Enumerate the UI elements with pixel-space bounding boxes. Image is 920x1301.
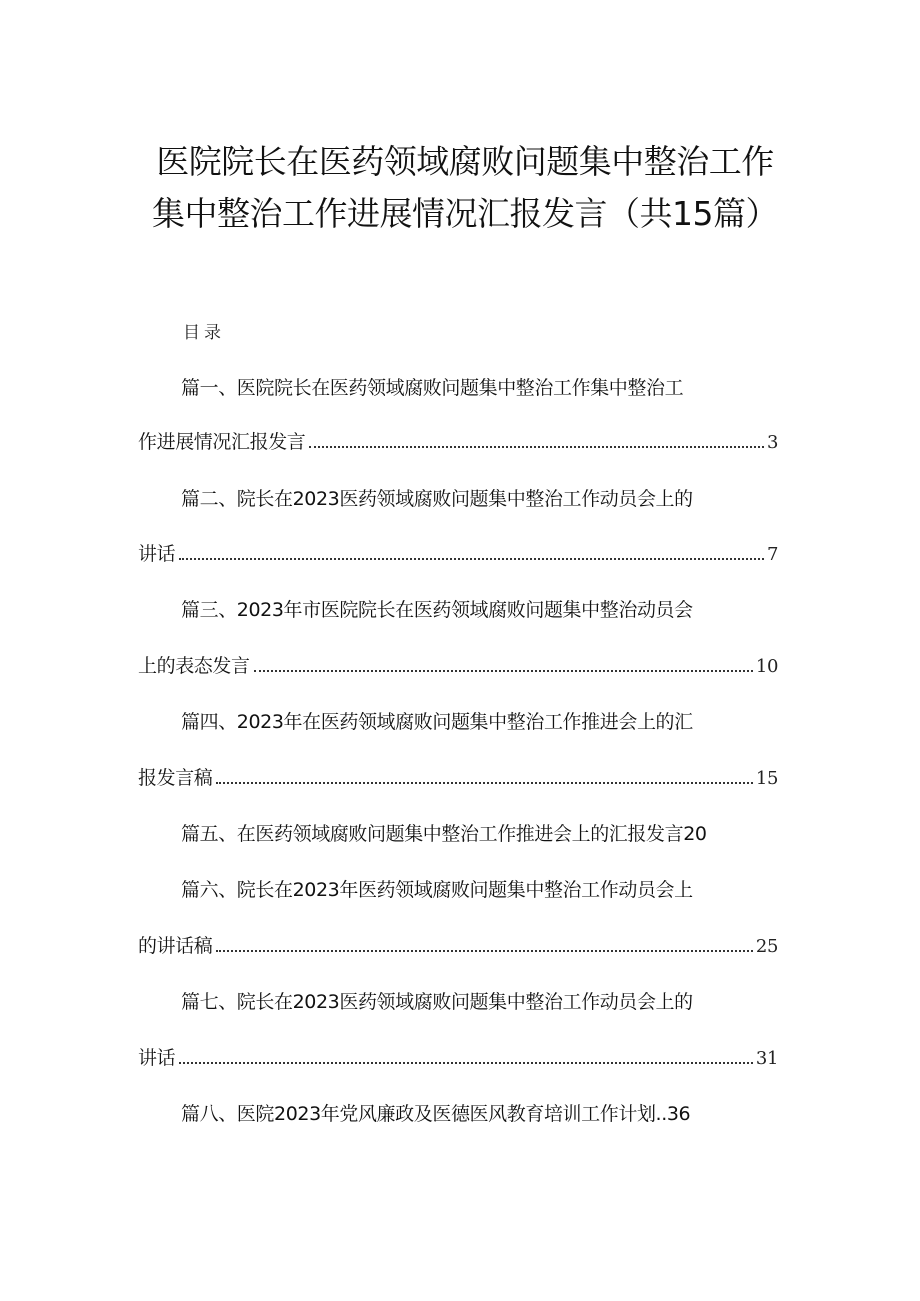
toc-entry-1-line1[interactable]: 篇一、医院院长在医药领域腐败问题集中整治工作集中整治工	[181, 377, 684, 399]
toc-entry-8-line1[interactable]: 篇八、医院2023年党风廉政及医德医风教育培训工作计划..36	[181, 1103, 691, 1125]
dot-leader	[179, 1062, 753, 1064]
toc-entry-4-page: 15	[755, 768, 778, 789]
toc-entry-1-line2[interactable]	[138, 430, 778, 455]
document-title: 医院院长在医药领域腐败问题集中整治工作集中整治工作进展情况汇报发言（共15篇）	[152, 142, 778, 233]
toc-entry-6-line1[interactable]: 篇六、院长在2023年医药领域腐败问题集中整治工作动员会上	[181, 879, 693, 901]
toc-entry-5-line1[interactable]: 篇五、在医药领域腐败问题集中整治工作推进会上的汇报发言20	[181, 823, 707, 845]
toc-entry-3-line2[interactable]	[138, 654, 778, 679]
dot-leader	[309, 446, 764, 448]
toc-entry-7-page: 31	[755, 1048, 778, 1069]
toc-entry-2-text: 讲话	[138, 543, 176, 565]
toc-entry-6-text: 的讲话稿	[138, 935, 213, 957]
toc-entry-2-line2[interactable]	[138, 542, 778, 567]
toc-entry-1-text: 作进展情况汇报发言	[138, 431, 306, 453]
dot-leader	[254, 670, 753, 672]
toc-entry-7-line2[interactable]	[138, 1046, 778, 1071]
toc-entry-1-page: 3	[766, 432, 778, 453]
toc-entry-2-page: 7	[766, 544, 778, 565]
dot-leader	[216, 782, 752, 784]
toc-entry-3-page: 10	[755, 656, 778, 677]
toc-entry-3-line1[interactable]: 篇三、2023年市医院院长在医药领域腐败问题集中整治动员会	[181, 599, 693, 621]
dot-leader	[179, 558, 764, 560]
toc-entry-6-line2[interactable]	[138, 934, 778, 959]
toc-entry-4-line2[interactable]	[138, 766, 778, 791]
toc-entry-3-text: 上的表态发言	[138, 655, 250, 677]
toc-entry-7-text: 讲话	[138, 1047, 176, 1069]
toc-entry-2-line1[interactable]: 篇二、院长在2023医药领域腐败问题集中整治工作动员会上的	[181, 488, 693, 510]
toc-entry-4-line1[interactable]: 篇四、2023年在医药领域腐败问题集中整治工作推进会上的汇	[181, 711, 693, 733]
toc-heading: 目录	[183, 323, 225, 343]
toc-entry-6-page: 25	[755, 936, 778, 957]
toc-entry-4-text: 报发言稿	[138, 767, 213, 789]
dot-leader	[216, 950, 752, 952]
toc-entry-7-line1[interactable]: 篇七、院长在2023医药领域腐败问题集中整治工作动员会上的	[181, 991, 693, 1013]
